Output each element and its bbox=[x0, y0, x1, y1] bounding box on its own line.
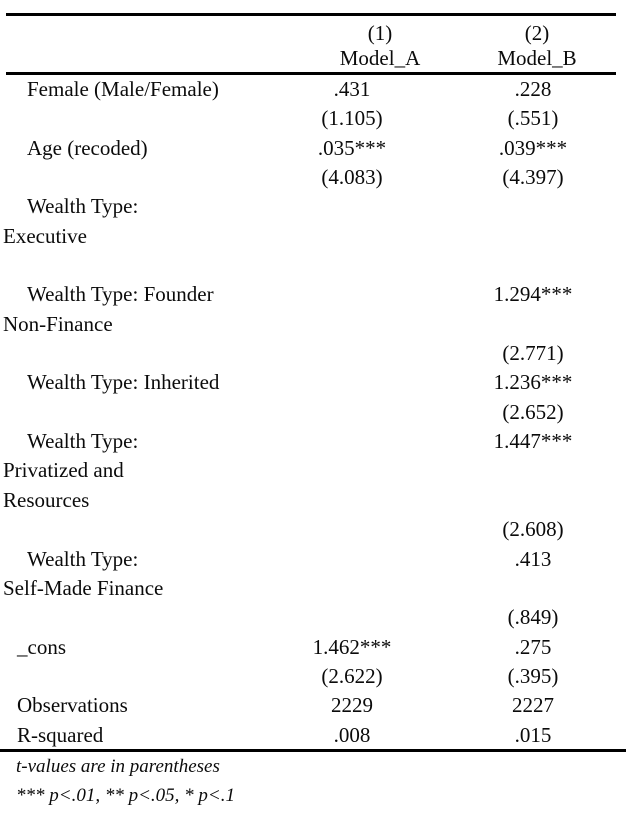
column-spacer bbox=[434, 515, 447, 544]
tvalue-row bbox=[3, 339, 619, 368]
column-spacer bbox=[434, 251, 447, 280]
model-b-tvalue-cell bbox=[447, 251, 619, 280]
variable-label-cell bbox=[3, 251, 270, 280]
note-significance: *** p<.01, ** p<.05, * p<.1 bbox=[16, 784, 235, 806]
tvalue-row bbox=[3, 662, 619, 691]
model-a-tvalue-cell bbox=[270, 339, 434, 368]
variable-label-cell bbox=[3, 104, 270, 133]
variable-label-cell bbox=[3, 427, 270, 515]
model-b-coef-cell bbox=[447, 192, 619, 251]
model-a-coef-cell bbox=[270, 192, 434, 251]
variable-label-cell bbox=[3, 662, 270, 691]
model-a-coef-cell: 1.462*** bbox=[312, 634, 392, 659]
variable-label-cell bbox=[3, 339, 270, 368]
model-b-tvalue-cell: (.551) bbox=[507, 106, 559, 131]
coef-row bbox=[3, 75, 619, 104]
stat-row bbox=[3, 721, 619, 750]
model-b-tvalue-cell: (2.652) bbox=[502, 399, 564, 424]
model-a-tvalue-cell: (2.622) bbox=[321, 663, 383, 688]
model-a-tvalue-cell bbox=[270, 515, 434, 544]
column-spacer bbox=[434, 427, 447, 515]
coef-row bbox=[3, 368, 619, 397]
column-spacer bbox=[434, 192, 447, 251]
stat-label: R-squared bbox=[17, 722, 104, 747]
stat-label-cell bbox=[3, 691, 270, 720]
column-spacer bbox=[434, 104, 447, 133]
variable-label-cell bbox=[3, 280, 270, 339]
variable-label-line: Female (Male/Female) bbox=[27, 77, 219, 101]
column-spacer bbox=[434, 339, 447, 368]
model-b-coef-cell: 1.447*** bbox=[493, 429, 573, 454]
regression-table bbox=[3, 75, 619, 750]
model-b-tvalue-cell: (.849) bbox=[507, 605, 559, 630]
variable-label-line: Self-Made Finance bbox=[3, 575, 164, 600]
coef-row bbox=[3, 545, 619, 604]
column-spacer bbox=[434, 603, 447, 632]
model-a-coef-cell bbox=[270, 427, 434, 515]
column-spacer bbox=[434, 368, 447, 397]
variable-label-cell bbox=[3, 368, 270, 397]
variable-label-line: Resources bbox=[3, 487, 90, 512]
model-b-stat-cell: .015 bbox=[514, 722, 552, 747]
column-spacer bbox=[434, 721, 447, 750]
column-2-model-name: Model_B bbox=[497, 46, 577, 70]
model-a-tvalue-cell bbox=[270, 603, 434, 632]
column-2-number: (2) bbox=[524, 21, 550, 45]
table-notes bbox=[16, 753, 235, 810]
tvalue-row bbox=[3, 251, 619, 280]
coef-row bbox=[3, 280, 619, 339]
column-spacer bbox=[434, 398, 447, 427]
tvalue-row bbox=[3, 603, 619, 632]
variable-label-cell bbox=[3, 398, 270, 427]
model-b-coef-cell: .228 bbox=[514, 77, 552, 101]
column-header-model-a bbox=[300, 21, 460, 71]
variable-label-line: Wealth Type: bbox=[27, 194, 139, 219]
model-a-tvalue-cell: (4.083) bbox=[321, 165, 383, 190]
coef-row bbox=[3, 427, 619, 515]
model-a-coef-cell bbox=[270, 280, 434, 339]
variable-label-cell bbox=[3, 515, 270, 544]
model-b-tvalue-cell: (2.608) bbox=[502, 517, 564, 542]
regression-table-body bbox=[3, 75, 619, 750]
tvalue-row bbox=[3, 515, 619, 544]
column-spacer bbox=[434, 280, 447, 339]
model-a-stat-cell: 2229 bbox=[331, 693, 373, 718]
variable-label-line: Wealth Type: bbox=[27, 429, 139, 454]
variable-label-line: Executive bbox=[3, 223, 87, 248]
model-b-coef-cell: .413 bbox=[514, 546, 552, 571]
column-header-model-b bbox=[457, 21, 617, 71]
stat-row bbox=[3, 691, 619, 720]
model-a-tvalue-cell: (1.105) bbox=[321, 106, 383, 131]
model-a-tvalue-cell bbox=[270, 251, 434, 280]
tvalue-row bbox=[3, 104, 619, 133]
variable-label-cell bbox=[3, 192, 270, 251]
model-a-stat-cell: .008 bbox=[333, 722, 371, 747]
model-b-tvalue-cell: (.395) bbox=[507, 663, 559, 688]
model-a-coef-cell bbox=[270, 545, 434, 604]
table-bottom-rule bbox=[0, 749, 626, 752]
stat-label-cell bbox=[3, 721, 270, 750]
stat-label: Observations bbox=[17, 693, 128, 718]
tvalue-row bbox=[3, 163, 619, 192]
model-b-coef-cell: .275 bbox=[514, 634, 552, 659]
variable-label-line: Wealth Type: Founder bbox=[27, 282, 214, 307]
column-spacer bbox=[434, 545, 447, 604]
variable-label-cell bbox=[3, 545, 270, 604]
variable-label-cell bbox=[3, 633, 270, 662]
model-a-coef-cell: .035*** bbox=[317, 135, 387, 160]
model-b-coef-cell: .039*** bbox=[498, 135, 568, 160]
column-spacer bbox=[434, 691, 447, 720]
tvalue-row bbox=[3, 398, 619, 427]
model-b-tvalue-cell: (4.397) bbox=[502, 165, 564, 190]
column-1-model-name: Model_A bbox=[339, 46, 421, 70]
variable-label-cell bbox=[3, 163, 270, 192]
model-b-stat-cell: 2227 bbox=[512, 693, 554, 718]
variable-label-line: Wealth Type: Inherited bbox=[27, 370, 220, 395]
model-b-coef-cell: 1.236*** bbox=[493, 370, 573, 395]
variable-label-line: Age (recoded) bbox=[27, 135, 148, 160]
model-a-tvalue-cell bbox=[270, 398, 434, 427]
note-tvalues: t-values are in parentheses bbox=[16, 756, 220, 777]
variable-label-line: Privatized and bbox=[3, 458, 124, 483]
column-spacer bbox=[434, 75, 447, 104]
coef-row bbox=[3, 633, 619, 662]
model-a-coef-cell: .431 bbox=[333, 77, 371, 101]
column-spacer bbox=[434, 633, 447, 662]
column-spacer bbox=[434, 163, 447, 192]
coef-row bbox=[3, 134, 619, 163]
variable-label-cell bbox=[3, 134, 270, 163]
model-a-coef-cell bbox=[270, 368, 434, 397]
variable-label-cell bbox=[3, 75, 270, 104]
coef-row bbox=[3, 192, 619, 251]
column-1-number: (1) bbox=[367, 21, 393, 45]
model-b-tvalue-cell: (2.771) bbox=[502, 341, 564, 366]
variable-label-line: Wealth Type: bbox=[27, 546, 139, 571]
model-b-coef-cell: 1.294*** bbox=[493, 282, 573, 307]
column-spacer bbox=[434, 134, 447, 163]
variable-label-line: _cons bbox=[17, 634, 66, 659]
variable-label-line: Non-Finance bbox=[3, 311, 113, 336]
variable-label-cell bbox=[3, 603, 270, 632]
column-spacer bbox=[434, 662, 447, 691]
table-top-rule bbox=[6, 13, 616, 16]
